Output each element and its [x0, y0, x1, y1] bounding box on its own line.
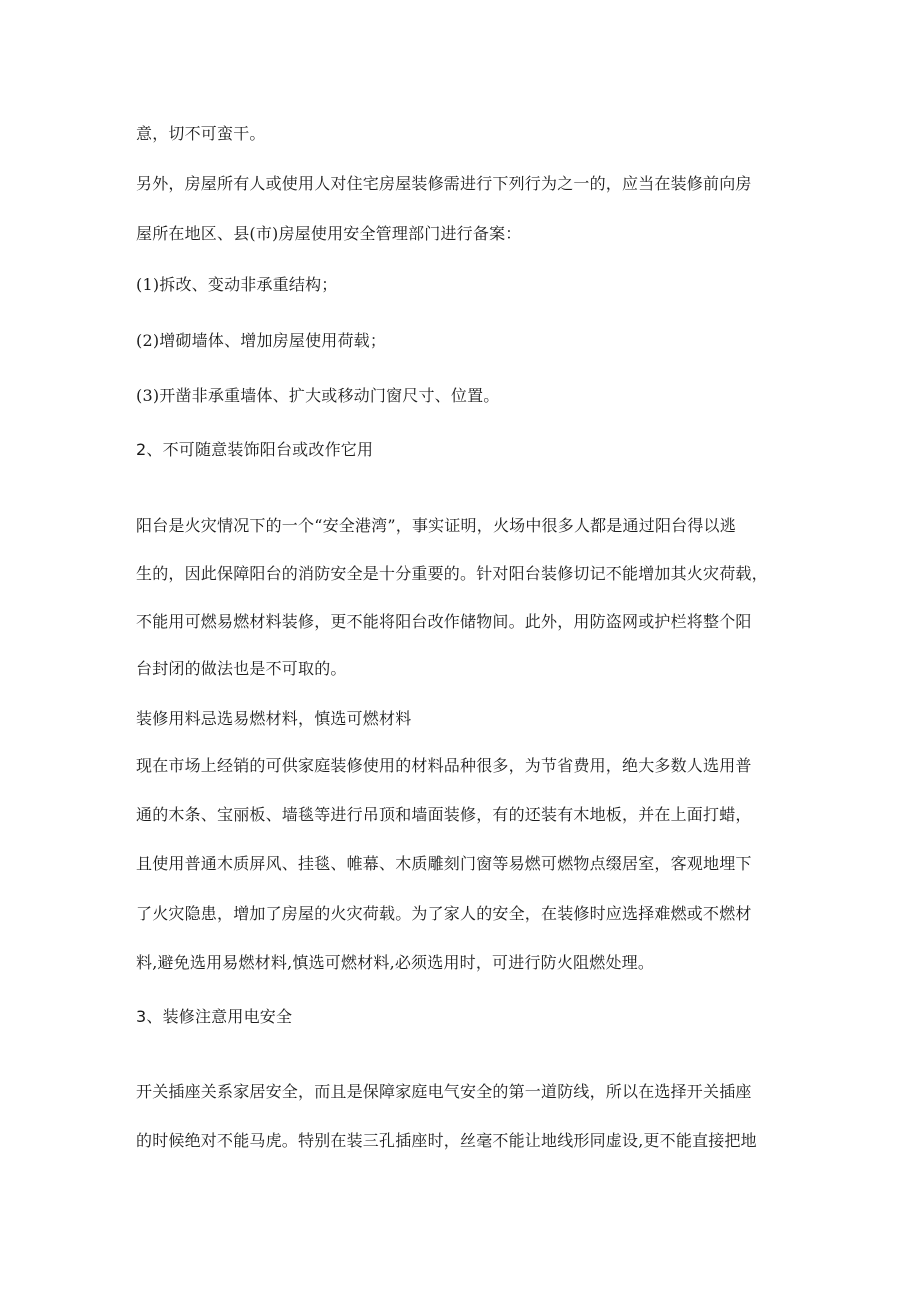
text-line: 料,避免选用易燃材料,慎选可燃材料,必须选用时，可进行防火阻燃处理。	[136, 953, 655, 972]
list-item: (2)增砌墙体、增加房屋使用荷载；	[136, 331, 387, 350]
list-item: (3)开凿非承重墙体、扩大或移动门窗尺寸、位置。	[136, 386, 500, 405]
text-line: 屋所在地区、县(市)房屋使用安全管理部门进行备案：	[136, 224, 522, 243]
text-line: 不能用可燃易燃材料装修，更不能将阳台改作储物间。此外，用防盗网或护栏将整个阳	[136, 612, 752, 631]
text-line: 台封闭的做法也是不可取的。	[136, 659, 347, 678]
section-heading: 装修用料忌选易燃材料，慎选可燃材料	[136, 709, 412, 728]
text-line: 现在市场上经销的可供家庭装修使用的材料品种很多，为节省费用，绝大多数人选用普	[136, 756, 752, 775]
text-line: 开关插座关系家居安全，而且是保障家庭电气安全的第一道防线，所以在选择开关插座	[136, 1082, 752, 1101]
section-heading: 3、装修注意用电安全	[136, 1007, 293, 1026]
list-item: (1)拆改、变动非承重结构；	[136, 275, 338, 294]
text-line: 的时候绝对不能马虎。特别在装三孔插座时，丝毫不能让地线形同虚设,更不能直接把地	[136, 1131, 757, 1150]
text-line: 阳台是火灾情况下的一个“安全港湾”，事实证明，火场中很多人都是通过阳台得以逃	[136, 516, 736, 535]
text-line: 生的，因此保障阳台的消防安全是十分重要的。针对阳台装修切记不能增加其火灾荷载，	[136, 564, 768, 583]
text-line: 且使用普通木质屏风、挂毯、帷幕、木质雕刻门窗等易燃可燃物点缀居室，客观地埋下	[136, 854, 752, 873]
section-heading: 2、不可随意装饰阳台或改作它用	[136, 440, 374, 459]
text-line: 通的木条、宝丽板、墙毯等进行吊顶和墙面装修，有的还装有木地板，并在上面打蜡，	[136, 805, 752, 824]
text-line: 另外，房屋所有人或使用人对住宅房屋装修需进行下列行为之一的，应当在装修前向房	[136, 174, 752, 193]
text-line: 了火灾隐患，增加了房屋的火灾荷载。为了家人的安全，在装修时应选择难燃或不燃材	[136, 904, 752, 923]
text-line: 意，切不可蛮干。	[136, 124, 266, 143]
